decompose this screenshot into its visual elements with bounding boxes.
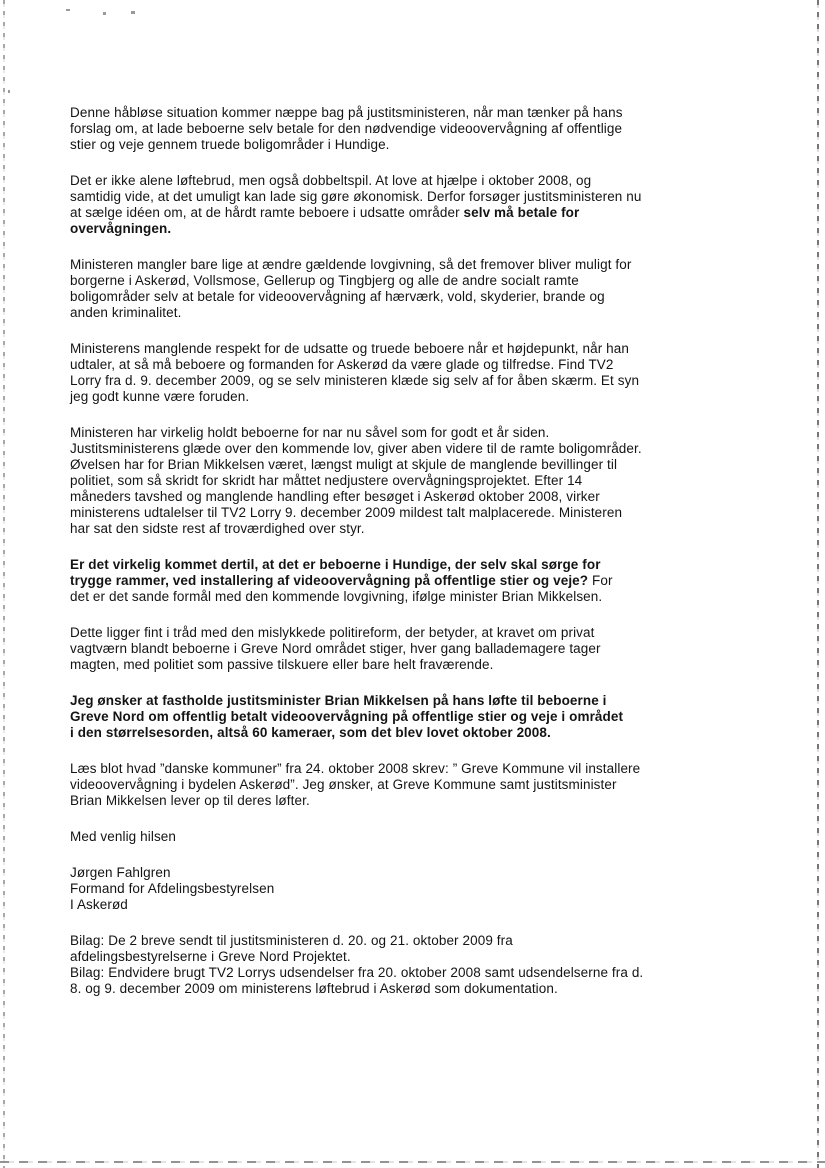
text-line <box>70 489 776 505</box>
text-segment: I Askerød <box>70 897 128 912</box>
para-8 <box>70 693 776 741</box>
text-line <box>70 425 776 441</box>
bold-text-segment: Greve Nord om offentlig betalt videoovervågning på offentlige stier og veje i området <box>70 709 624 724</box>
scan-edge-left-artifact <box>3 0 5 1168</box>
text-segment: Jørgen Fahlgren <box>70 865 171 880</box>
text-line <box>70 189 776 205</box>
bold-text-segment: Jeg ønsker at fastholde justitsminister Brian Mikkelsen på hans løfte til beboerne i <box>70 693 607 708</box>
para-5 <box>70 425 776 537</box>
text-line <box>70 221 776 237</box>
text-segment: anden kriminalitet. <box>70 305 182 320</box>
text-segment: samtidig vide, at det umuligt kan lade sig gøre økonomisk. Derfor forsøger justitsministeren nu <box>70 189 642 204</box>
text-segment: 8. og 9. december 2009 om ministerens løftebrud i Askerød som dokumentation. <box>70 981 558 996</box>
text-segment: Ministerens manglende respekt for de udsatte og truede beboere når et højdepunkt, når han <box>70 341 629 356</box>
text-segment: afdelingsbestyrelserne i Greve Nord Projektet. <box>70 949 351 964</box>
para-3 <box>70 257 776 321</box>
scan-speck <box>8 90 10 93</box>
text-line <box>70 341 776 357</box>
text-segment: det er det sande formål med den kommende lovgivning, ifølge minister Brian Mikkelsen. <box>70 589 603 604</box>
para-9 <box>70 761 776 809</box>
text-segment: Med venlig hilsen <box>70 829 177 844</box>
text-line <box>70 173 776 189</box>
text-segment: Det er ikke alene løftebrud, men også dobbeltspil. At love at hjælpe i oktober 2008, og <box>70 173 592 188</box>
text-segment: Bilag: De 2 breve sendt til justitsministeren d. 20. og 21. oktober 2009 fra <box>70 933 513 948</box>
text-line <box>70 573 776 589</box>
bold-text-segment: trygge rammer, ved installering af videoovervågning på offentlige stier og veje? <box>70 573 589 588</box>
signature-block <box>70 865 776 913</box>
text-segment: jeg godt kunne være foruden. <box>70 389 250 404</box>
text-line <box>70 933 776 949</box>
para-7 <box>70 625 776 673</box>
text-line <box>70 897 776 913</box>
para-6 <box>70 557 776 605</box>
text-segment: ministerens udtalelser til TV2 Lorry 9. december 2009 mildest talt malplacerede. Ministeren <box>70 505 623 520</box>
text-line <box>70 793 776 809</box>
text-segment: For <box>588 573 613 588</box>
scan-edge-bottom-artifact <box>0 1161 825 1163</box>
text-line <box>70 389 776 405</box>
scan-speck <box>131 11 135 14</box>
bold-text-segment: i den størrelsesorden, altså 60 kameraer, som det blev lovet oktober 2008. <box>70 725 551 740</box>
attachments-block <box>70 933 776 997</box>
text-segment: vagtværn blandt beboerne i Greve Nord området stiger, hver gang ballademagere tager <box>70 641 601 656</box>
bold-text-segment: selv må betale for <box>463 205 580 220</box>
text-line <box>70 865 776 881</box>
text-line <box>70 725 776 741</box>
text-line <box>70 305 776 321</box>
text-segment: Læs blot hvad ”danske kommuner” fra 24. oktober 2008 skrev: ” Greve Kommune vil installere <box>70 761 641 776</box>
text-line <box>70 357 776 373</box>
text-line <box>70 521 776 537</box>
text-line <box>70 625 776 641</box>
text-line <box>70 121 776 137</box>
text-line <box>70 105 776 121</box>
text-segment: magten, med politiet som passive tilskuere eller bare helt fraværende. <box>70 657 494 672</box>
text-segment: borgerne i Askerød, Vollsmose, Gellerup og Tingbjerg og alle de andre socialt ramte <box>70 273 579 288</box>
text-line <box>70 257 776 273</box>
letter-body <box>70 105 776 997</box>
text-segment: udtaler, at så må beboere og formanden for Askerød da være glade og tilfredse. Find TV2 <box>70 357 614 372</box>
para-2 <box>70 173 776 237</box>
scan-edge-right-artifact <box>817 0 819 1168</box>
text-segment: politiet, som så skridt for skridt har måttet nedjustere overvågningsprojektet. Efter 14 <box>70 473 583 488</box>
text-segment: Lorry fra d. 9. december 2009, og se selv ministeren klæde sig selv af for åben skærm. Et syn <box>70 373 640 388</box>
text-line <box>70 761 776 777</box>
text-segment: Denne håbløse situation kommer næppe bag på justitsministeren, når man tænker på hans <box>70 105 623 120</box>
text-line <box>70 777 776 793</box>
text-line <box>70 829 776 845</box>
text-line <box>70 657 776 673</box>
text-line <box>70 709 776 725</box>
text-segment: Dette ligger fint i tråd med den mislykkede politireform, der betyder, at kravet om privat <box>70 625 595 640</box>
text-line <box>70 273 776 289</box>
text-segment: Brian Mikkelsen lever op til deres løfter. <box>70 793 310 808</box>
bold-text-segment: overvågningen. <box>70 221 172 236</box>
text-line <box>70 205 776 221</box>
scan-speck <box>66 9 70 11</box>
text-segment: Bilag: Endvidere brugt TV2 Lorrys udsendelser fra 20. oktober 2008 samt udsendelserne fra d. <box>70 965 644 980</box>
text-line <box>70 641 776 657</box>
text-line <box>70 693 776 709</box>
text-segment: boligområder selv at betale for videoovervågning af hærværk, vold, skyderier, brande og <box>70 289 605 304</box>
text-segment: at sælge idéen om, at de hårdt ramte beboere i udsatte områder <box>70 205 464 220</box>
text-segment: Øvelsen har for Brian Mikkelsen været, længst muligt at skjule de manglende bevillinger til <box>70 457 618 472</box>
text-line <box>70 949 776 965</box>
text-line <box>70 289 776 305</box>
text-segment: forslag om, at lade beboerne selv betale for den nødvendige videoovervågning af offentlige <box>70 121 623 136</box>
text-line <box>70 473 776 489</box>
text-line <box>70 965 776 981</box>
text-line <box>70 557 776 573</box>
text-segment: Ministeren har virkelig holdt beboerne for nar nu såvel som for godt et år siden. <box>70 425 550 440</box>
text-line <box>70 881 776 897</box>
scan-speck <box>103 12 106 15</box>
text-segment: måneders tavshed og manglende handling efter besøget i Askerød oktober 2008, virker <box>70 489 600 504</box>
text-line <box>70 373 776 389</box>
text-line <box>70 505 776 521</box>
text-segment: videoovervågning i bydelen Askerød”. Jeg ønsker, at Greve Kommune samt justitsminister <box>70 777 617 792</box>
text-line <box>70 981 776 997</box>
closing-salutation <box>70 829 776 845</box>
text-segment: stier og veje gennem truede boligområder i Hundige. <box>70 137 390 152</box>
para-4 <box>70 341 776 405</box>
text-segment: Justitsministerens glæde over den kommende lov, giver aben videre til de ramte boligområder. <box>70 441 642 456</box>
text-segment: Formand for Afdelingsbestyrelsen <box>70 881 275 896</box>
text-line <box>70 137 776 153</box>
text-line <box>70 589 776 605</box>
text-line <box>70 441 776 457</box>
para-1 <box>70 105 776 153</box>
text-segment: Ministeren mangler bare lige at ændre gældende lovgivning, så det fremover bliver muligt for <box>70 257 632 272</box>
bold-text-segment: Er det virkelig kommet dertil, at det er beboerne i Hundige, der selv skal sørge for <box>70 557 601 572</box>
text-line <box>70 457 776 473</box>
text-segment: har sat den sidste rest af troværdighed over styr. <box>70 521 365 536</box>
